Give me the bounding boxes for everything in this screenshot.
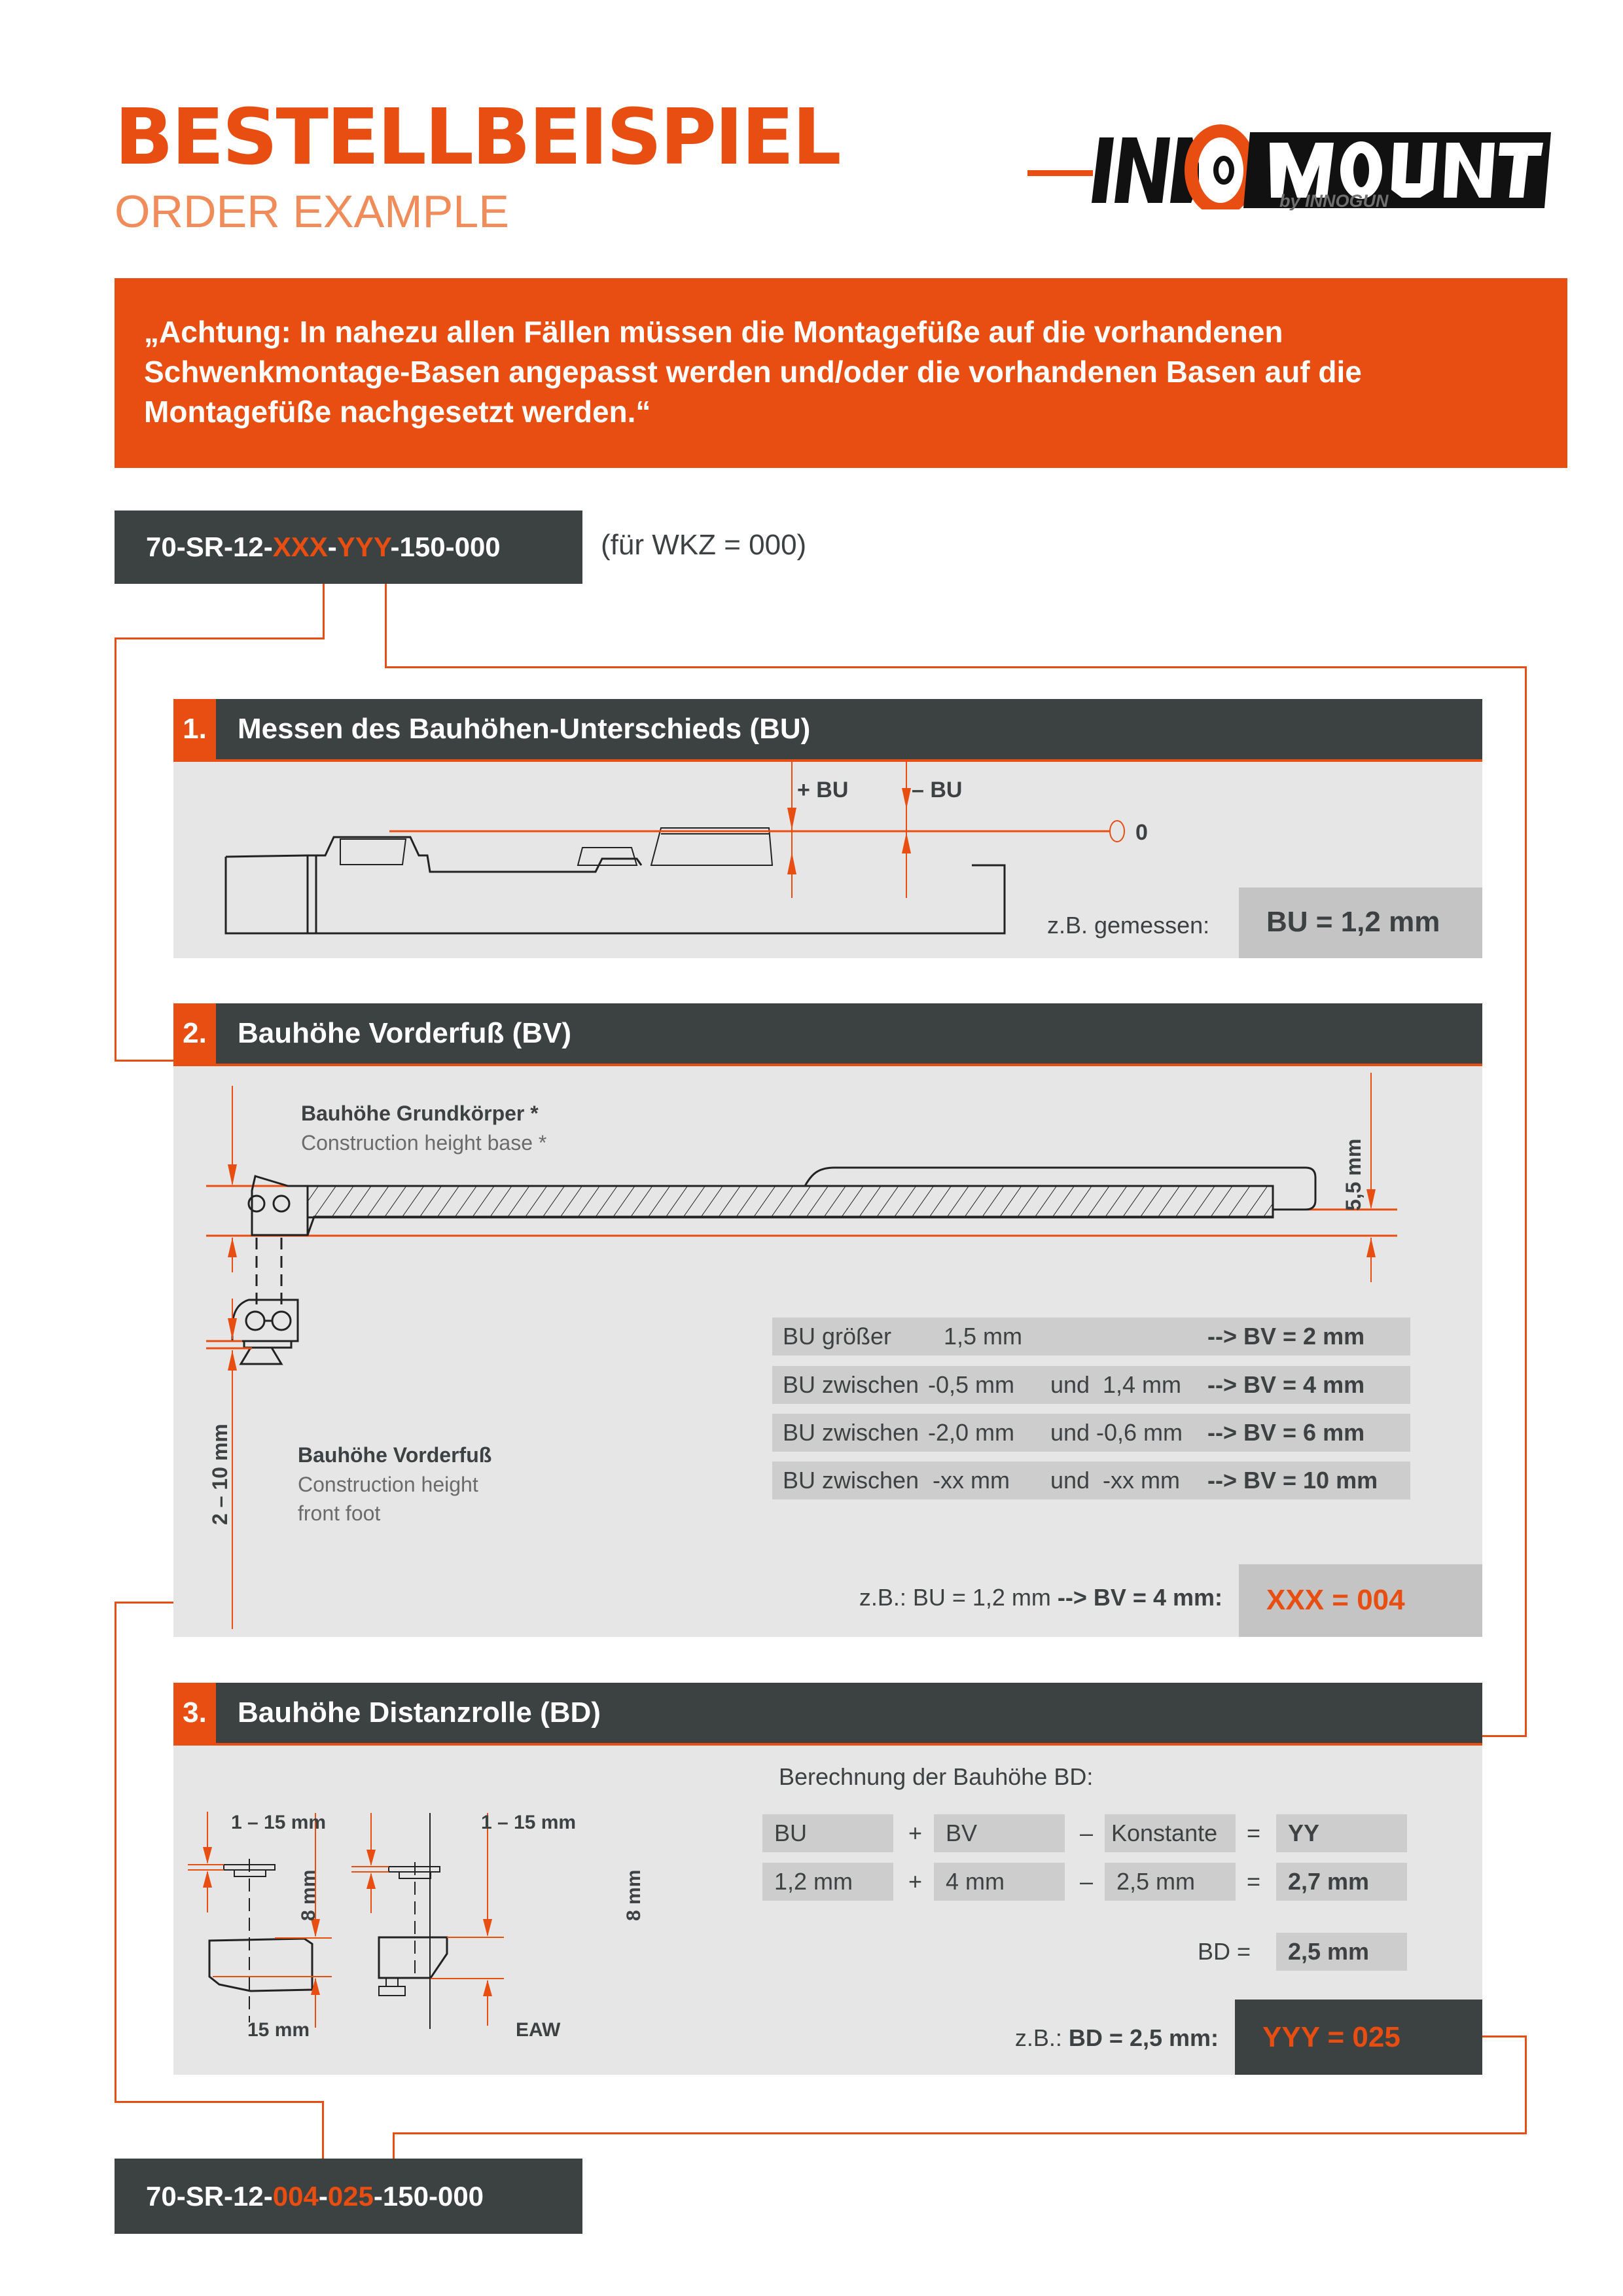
code-xxx: XXX xyxy=(272,531,328,562)
foot-label-en-2: front foot xyxy=(298,1501,381,1525)
code-prefix: 70-SR-12- xyxy=(146,531,273,562)
rule-condition: BU zwischen xyxy=(783,1467,919,1494)
connector-line xyxy=(385,584,387,668)
right-type-label: EAW xyxy=(516,2019,561,2041)
rule-from: -0,5 mm xyxy=(928,1371,1015,1398)
plus-bu-label: + BU xyxy=(797,778,849,802)
calc-op-plus: + xyxy=(908,1820,923,1846)
section-2-title: Bauhöhe Vorderfuß (BV) xyxy=(238,1017,572,1049)
logo-byline: by INNOGUN xyxy=(1279,191,1389,211)
base-label-en: Construction height base * xyxy=(301,1131,547,1155)
calc-cell-bv: BV xyxy=(934,1814,1065,1852)
calc-cell-yy-value: 2,7 mm xyxy=(1276,1863,1407,1901)
rule-result: --> BV = 10 mm xyxy=(1207,1467,1378,1494)
left-type-label: 15 mm xyxy=(247,2019,310,2041)
section-2-number: 2. xyxy=(173,1003,216,1066)
code-sep: - xyxy=(327,531,337,562)
bd-label: BD = xyxy=(1198,1938,1251,1965)
connector-line xyxy=(115,637,116,1062)
minus-bu-label: – BU xyxy=(912,778,963,802)
rule-row xyxy=(772,1318,1410,1355)
section-1-header xyxy=(173,699,1482,762)
connector-line xyxy=(115,1602,116,2102)
connector-line xyxy=(115,2101,324,2103)
base-label-de: Bauhöhe Grundkörper * xyxy=(301,1102,539,1125)
calc-op-plus: + xyxy=(908,1868,923,1895)
code-yyy: YYY xyxy=(336,531,391,562)
rule-condition: BU zwischen xyxy=(783,1371,919,1398)
rule-row xyxy=(772,1366,1410,1404)
rule-result: --> BV = 4 mm xyxy=(1207,1371,1365,1398)
final-code-yyy: 025 xyxy=(327,2181,374,2212)
connector-line xyxy=(1525,666,1527,1737)
connector-line xyxy=(385,666,1527,668)
bd-example-bold: BD = 2,5 mm: xyxy=(1068,2024,1219,2051)
warning-banner xyxy=(115,278,1567,468)
spacer-diagram xyxy=(173,1767,697,2055)
measured-value: BU = 1,2 mm xyxy=(1266,906,1440,938)
bd-example xyxy=(1015,2024,1219,2052)
rule-to: 1,4 mm xyxy=(1103,1371,1182,1398)
bd-value: 2,5 mm xyxy=(1276,1933,1407,1971)
xxx-result-box xyxy=(1239,1564,1482,1637)
rule-condition: BU zwischen xyxy=(783,1419,919,1446)
calc-cell-bv-value: 4 mm xyxy=(934,1863,1065,1901)
section-1-title: Messen des Bauhöhen-Unterschieds (BU) xyxy=(238,713,811,745)
rule-and: und xyxy=(1050,1419,1090,1446)
final-code-box xyxy=(115,2159,582,2234)
bv-example-bold: --> BV = 4 mm: xyxy=(1057,1584,1222,1611)
section-3-title: Bauhöhe Distanzrolle (BD) xyxy=(238,1696,601,1729)
calc-title: Berechnung der Bauhöhe BD: xyxy=(779,1763,1094,1790)
rule-from: 1,5 mm xyxy=(944,1323,1023,1350)
rule-to: -0,6 mm xyxy=(1096,1419,1183,1446)
foot-label-de: Bauhöhe Vorderfuß xyxy=(298,1443,492,1467)
left-height-label: 8 mm xyxy=(298,1869,319,1921)
right-range-label: 1 – 15 mm xyxy=(481,1812,577,1833)
final-code-suffix: -150-000 xyxy=(373,2181,484,2212)
page-title: BESTELLBEISPIEL xyxy=(115,92,840,182)
rule-and: und xyxy=(1050,1371,1090,1398)
yyy-result: YYY = 025 xyxy=(1262,2021,1400,2053)
rule-from: -xx mm xyxy=(933,1467,1010,1494)
bv-example xyxy=(859,1584,1222,1611)
left-range-label: 1 – 15 mm xyxy=(231,1812,327,1833)
rule-and: und xyxy=(1050,1467,1090,1494)
rule-row xyxy=(772,1414,1410,1452)
calc-cell-bu-value: 1,2 mm xyxy=(762,1863,893,1901)
foot-dim-label: 2 – 10 mm xyxy=(208,1424,232,1525)
wkz-note: (für WKZ = 000) xyxy=(601,529,807,561)
xxx-result: XXX = 004 xyxy=(1266,1584,1405,1616)
warning-text: „Achtung: In nahezu allen Fällen müssen die Montagefüße auf die vorhandenen Schwenkmontage-Basen angepasst werden und/oder die vorhandenen Basen auf die Montagefüße nachgesetzt werden.“ xyxy=(144,315,1362,429)
section-3-number: 3. xyxy=(173,1683,216,1746)
rule-to: -xx mm xyxy=(1103,1467,1180,1494)
section-1-number: 1. xyxy=(173,699,216,762)
right-height-label: 8 mm xyxy=(623,1869,645,1921)
connector-line xyxy=(115,637,325,639)
bd-example-prefix: z.B.: xyxy=(1014,2024,1069,2051)
calc-op-minus: – xyxy=(1080,1868,1094,1895)
calc-cell-bu: BU xyxy=(762,1814,893,1852)
page-subtitle: ORDER EXAMPLE xyxy=(115,186,509,237)
final-code-sep: - xyxy=(318,2181,328,2212)
connector-line xyxy=(393,2132,395,2159)
rule-result: --> BV = 2 mm xyxy=(1207,1323,1365,1350)
rule-from: -2,0 mm xyxy=(928,1419,1015,1446)
calc-op-eq: = xyxy=(1247,1820,1261,1846)
connector-line xyxy=(1525,2036,1527,2134)
rule-result: --> BV = 6 mm xyxy=(1207,1419,1365,1446)
section-2-header xyxy=(173,1003,1482,1066)
calc-cell-yy: YY xyxy=(1276,1814,1407,1852)
calc-cell-konstante: Konstante xyxy=(1105,1814,1236,1852)
code-suffix: -150-000 xyxy=(390,531,501,562)
connector-line xyxy=(115,1602,173,1604)
calc-cell-konstante-value: 2,5 mm xyxy=(1105,1863,1236,1901)
connector-line xyxy=(1482,1735,1527,1737)
connector-line xyxy=(323,584,325,639)
calc-op-minus: – xyxy=(1080,1820,1094,1846)
rule-condition: BU größer xyxy=(783,1323,892,1350)
section-3-header xyxy=(173,1683,1482,1746)
connector-line xyxy=(322,2101,324,2159)
foot-label-en-1: Construction height xyxy=(298,1473,478,1496)
rule-row xyxy=(772,1462,1410,1499)
yyy-result-box xyxy=(1235,2000,1482,2075)
template-code-box xyxy=(115,511,582,584)
final-code-prefix: 70-SR-12- xyxy=(146,2181,273,2212)
connector-line xyxy=(115,1060,173,1062)
calc-op-eq: = xyxy=(1247,1868,1261,1895)
measured-label: z.B. gemessen: xyxy=(1047,912,1210,939)
base-dim-label: 5,5 mm xyxy=(1342,1138,1365,1211)
bv-example-prefix: z.B.: BU = 1,2 mm xyxy=(859,1584,1058,1611)
connector-line xyxy=(393,2132,1527,2134)
zero-label: 0 xyxy=(1135,820,1148,845)
connector-line xyxy=(1482,2036,1527,2037)
final-code-xxx: 004 xyxy=(272,2181,319,2212)
measured-value-box xyxy=(1239,888,1482,958)
